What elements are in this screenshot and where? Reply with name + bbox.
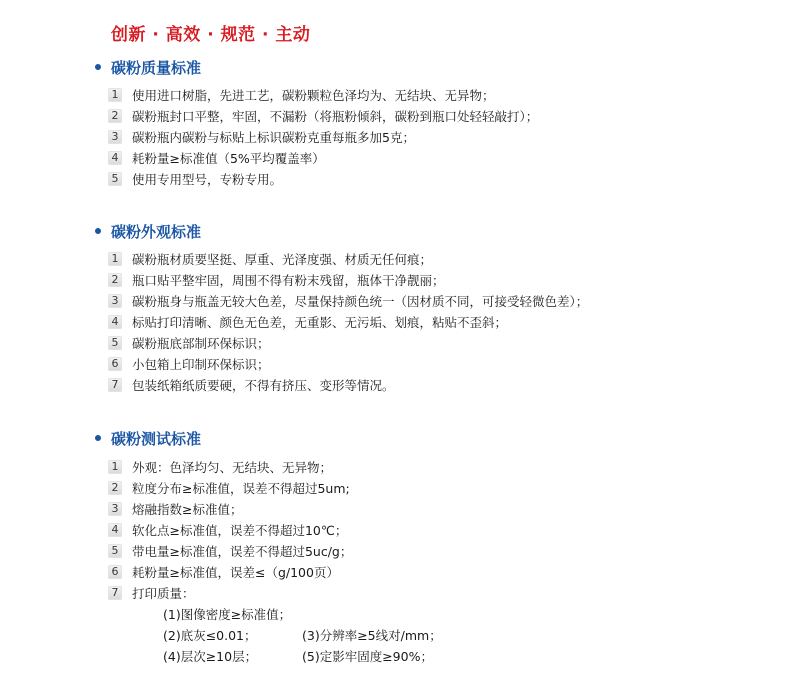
slogan-heading: 创新 · 高效 · 规范 · 主动 bbox=[111, 25, 311, 45]
item-number: 2 bbox=[108, 109, 122, 123]
print-quality-text: (4)层次≥10层； bbox=[163, 649, 258, 664]
print-quality-line bbox=[163, 625, 257, 645]
item-text: 使用进口树脂，先进工艺，碳粉颗粒色泽均为、无结块、无异物； bbox=[132, 88, 495, 103]
item-text: 外观：色泽均匀、无结块、无异物； bbox=[132, 460, 333, 475]
list-item bbox=[108, 127, 415, 147]
list-item bbox=[108, 457, 332, 477]
item-text: 粒度分布≥标准值，误差不得超过5um; bbox=[132, 481, 350, 496]
item-number: 3 bbox=[108, 130, 122, 144]
print-quality-text: (3)分辨率≥5线对/mm； bbox=[302, 628, 442, 643]
item-text: 耗粉量≥标准值，误差≤（g/100页） bbox=[132, 565, 339, 580]
list-item bbox=[108, 85, 495, 105]
item-text: 标贴打印清晰、颜色无色差，无重影、无污垢、划痕，粘贴不歪斜； bbox=[132, 315, 508, 330]
list-item bbox=[108, 541, 352, 561]
item-text: 软化点≥标准值，误差不得超过10℃； bbox=[132, 523, 348, 538]
bullet-icon bbox=[95, 64, 101, 70]
print-quality-line bbox=[163, 646, 257, 666]
section-title: 碳粉质量标准 bbox=[111, 58, 202, 77]
item-number: 1 bbox=[108, 252, 122, 266]
section-header bbox=[95, 220, 201, 242]
item-text: 碳粉瓶材质要坚挺、厚重、光泽度强、材质无任何痕； bbox=[132, 252, 433, 267]
list-item bbox=[108, 520, 347, 540]
item-number: 4 bbox=[108, 151, 122, 165]
list-item bbox=[108, 478, 350, 498]
item-number: 5 bbox=[108, 544, 122, 558]
item-number: 7 bbox=[108, 378, 122, 392]
section-header bbox=[95, 56, 201, 78]
item-text: 碳粉瓶底部制环保标识； bbox=[132, 336, 270, 351]
list-item bbox=[108, 249, 432, 269]
bullet-icon bbox=[95, 435, 101, 441]
list-item bbox=[108, 562, 339, 582]
list-item bbox=[108, 583, 195, 603]
item-text: 使用专用型号，专粉专用。 bbox=[132, 172, 283, 187]
item-text: 小包箱上印制环保标识； bbox=[132, 357, 270, 372]
bullet-icon bbox=[95, 228, 101, 234]
item-number: 5 bbox=[108, 336, 122, 350]
print-quality-line bbox=[302, 625, 442, 645]
item-number: 5 bbox=[108, 172, 122, 186]
print-quality-line bbox=[163, 604, 291, 624]
item-number: 2 bbox=[108, 481, 122, 495]
print-quality-text: (5)定影牢固度≥90%； bbox=[302, 649, 433, 664]
item-number: 4 bbox=[108, 315, 122, 329]
list-item bbox=[108, 333, 270, 353]
section-header bbox=[95, 427, 201, 449]
item-text: 带电量≥标准值，误差不得超过5uc/g； bbox=[132, 544, 353, 559]
item-text: 打印质量： bbox=[132, 586, 195, 601]
print-quality-text: (2)底灰≤0.01； bbox=[163, 628, 257, 643]
item-text: 包装纸箱纸质要硬，不得有挤压、变形等情况。 bbox=[132, 378, 395, 393]
item-text: 熔融指数≥标准值； bbox=[132, 502, 243, 517]
print-quality-line bbox=[302, 646, 433, 666]
list-item bbox=[108, 270, 445, 290]
list-item bbox=[108, 499, 242, 519]
item-text: 瓶口贴平整牢固，周围不得有粉末残留，瓶体干净靓丽； bbox=[132, 273, 445, 288]
item-number: 4 bbox=[108, 523, 122, 537]
list-item bbox=[108, 106, 538, 126]
item-number: 2 bbox=[108, 273, 122, 287]
item-text: 碳粉瓶封口平整，牢固，不漏粉（将瓶粉倾斜，碳粉到瓶口处轻轻敲打）； bbox=[132, 109, 539, 124]
section-title: 碳粉外观标准 bbox=[111, 222, 202, 241]
item-text: 碳粉瓶身与瓶盖无较大色差，尽量保持颜色统一（因材质不同，可接受轻微色差）； bbox=[132, 294, 589, 309]
list-item bbox=[108, 169, 282, 189]
item-text: 碳粉瓶内碳粉与标贴上标识碳粉克重每瓶多加5克； bbox=[132, 130, 415, 145]
item-number: 1 bbox=[108, 88, 122, 102]
list-item bbox=[108, 148, 325, 168]
list-item bbox=[108, 375, 395, 395]
print-quality-text: (1)图像密度≥标准值； bbox=[163, 607, 292, 622]
item-text: 耗粉量≥标准值（5%平均覆盖率） bbox=[132, 151, 325, 166]
item-number: 3 bbox=[108, 294, 122, 308]
item-number: 6 bbox=[108, 357, 122, 371]
item-number: 7 bbox=[108, 586, 122, 600]
list-item bbox=[108, 312, 507, 332]
item-number: 6 bbox=[108, 565, 122, 579]
item-number: 1 bbox=[108, 460, 122, 474]
item-number: 3 bbox=[108, 502, 122, 516]
list-item bbox=[108, 291, 588, 311]
section-title: 碳粉测试标准 bbox=[111, 429, 202, 448]
list-item bbox=[108, 354, 270, 374]
